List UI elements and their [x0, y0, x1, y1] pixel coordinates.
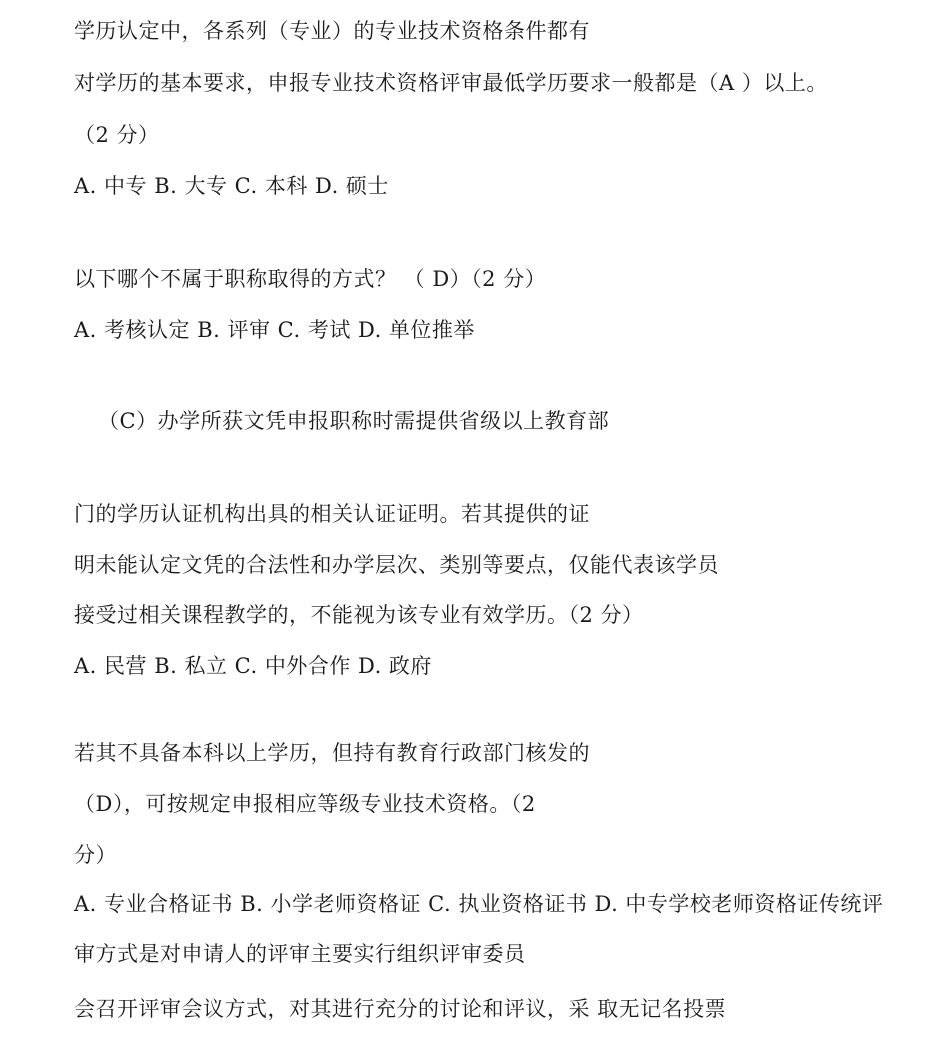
text-line-1: 学历认定中，各系列（专业）的专业技术资格条件都有 — [74, 19, 590, 43]
text-line-7: （C）办学所获文凭申报职称时需提供省级以上教育部 — [98, 409, 610, 433]
text-line-8: 门的学历认证机构出具的相关认证证明。若其提供的证 — [74, 502, 590, 526]
text-line-10: 接受过相关课程教学的，不能视为该专业有效学历。（2 分） — [74, 603, 644, 627]
text-line-11: A. 民营 B. 私立 C. 中外合作 D. 政府 — [74, 654, 432, 678]
text-line-13: （D），可按规定申报相应等级专业技术资格。（2 — [74, 792, 536, 816]
text-line-12: 若其不具备本科以上学历，但持有教育行政部门核发的 — [74, 741, 590, 765]
text-line-16: 审方式是对申请人的评审主要实行组织评审委员 — [74, 942, 526, 966]
text-line-14: 分） — [74, 843, 117, 867]
text-line-9: 明未能认定文凭的合法性和办学层次、类别等要点，仅能代表该学员 — [74, 553, 719, 577]
text-line-2: 对学历的基本要求，申报专业技术资格评审最低学历要求一般都是（A ）以上。 — [74, 71, 828, 95]
text-line-5: 以下哪个不属于职称取得的方式？ （ D）（2 分） — [74, 267, 547, 291]
text-line-15: A. 专业合格证书 B. 小学老师资格证 C. 执业资格证书 D. 中专学校老师资格证传统评 — [74, 892, 884, 916]
text-line-3: （2 分） — [74, 123, 160, 147]
text-line-6: A. 考核认定 B. 评审 C. 考试 D. 单位推举 — [74, 318, 475, 342]
text-line-17: 会召开评审会议方式，对其进行充分的讨论和评议，采 取无记名投票 — [74, 997, 727, 1021]
text-line-4: A. 中专 B. 大专 C. 本科 D. 硕士 — [74, 174, 389, 198]
